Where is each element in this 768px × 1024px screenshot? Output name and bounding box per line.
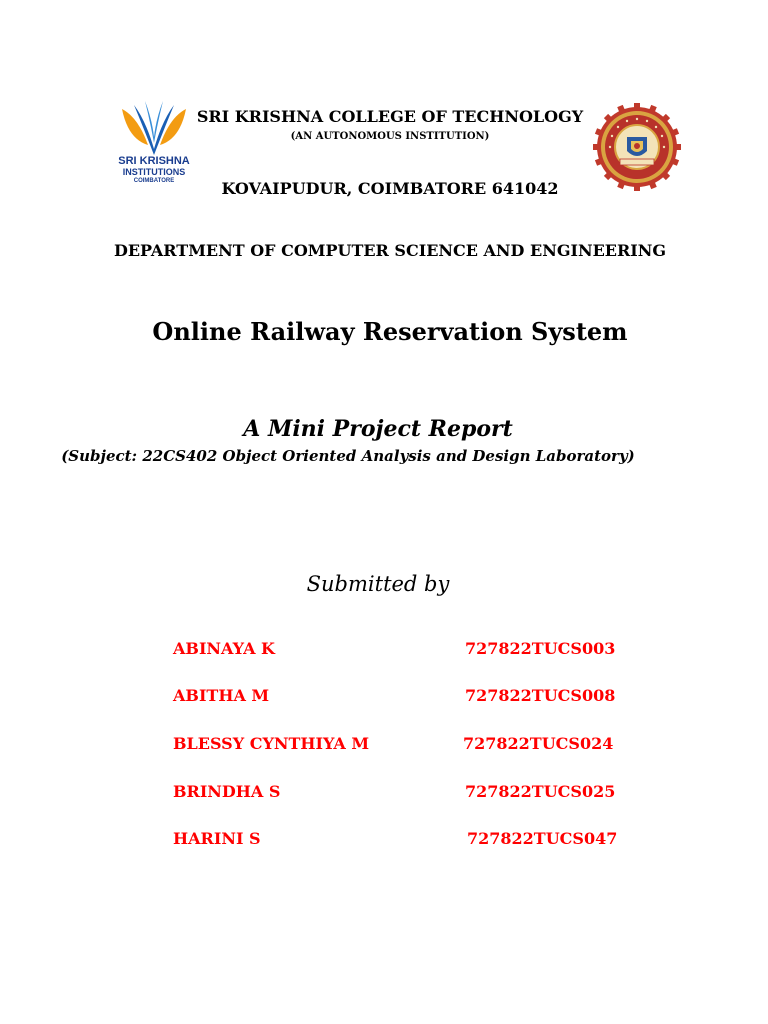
- submitted-by-label: Submitted by: [306, 572, 450, 596]
- project-title: Online Railway Reservation System: [152, 317, 628, 346]
- student-reg-number: 727822TUCS047: [467, 829, 618, 848]
- subject-line: (Subject: 22CS402 Object Oriented Analysis and Design Laboratory): [61, 447, 635, 465]
- student-name: ABINAYA K: [173, 639, 275, 658]
- college-address: KOVAIPUDUR, COIMBATORE 641042: [221, 179, 559, 198]
- college-seal-logo: [590, 103, 684, 191]
- sri-krishna-institutions-logo: [112, 99, 196, 189]
- college-name: SRI KRISHNA COLLEGE OF TECHNOLOGY: [196, 107, 584, 126]
- logo-text-line2: INSTITUTIONS: [122, 167, 186, 177]
- student-reg-number: 727822TUCS024: [463, 734, 614, 753]
- student-name: HARINI S: [173, 829, 261, 848]
- student-reg-number: 727822TUCS025: [465, 782, 616, 801]
- report-type: A Mini Project Report: [243, 416, 513, 442]
- student-name: BRINDHA S: [173, 782, 281, 801]
- student-name: BLESSY CYNTHIYA M: [173, 734, 370, 753]
- college-seal-icon: [590, 103, 684, 191]
- student-reg-number: 727822TUCS008: [465, 686, 616, 705]
- student-reg-number: 727822TUCS003: [465, 639, 616, 658]
- logo-text-line3: COIMBATORE: [133, 178, 175, 184]
- student-name: ABITHA M: [173, 686, 270, 705]
- sri-krishna-emblem-icon: [112, 99, 196, 157]
- autonomous-label: (AN AUTONOMOUS INSTITUTION): [290, 131, 490, 142]
- logo-text-line1: SRI KRISHNA: [118, 155, 190, 167]
- department-name: DEPARTMENT OF COMPUTER SCIENCE AND ENGINEERING: [113, 241, 667, 260]
